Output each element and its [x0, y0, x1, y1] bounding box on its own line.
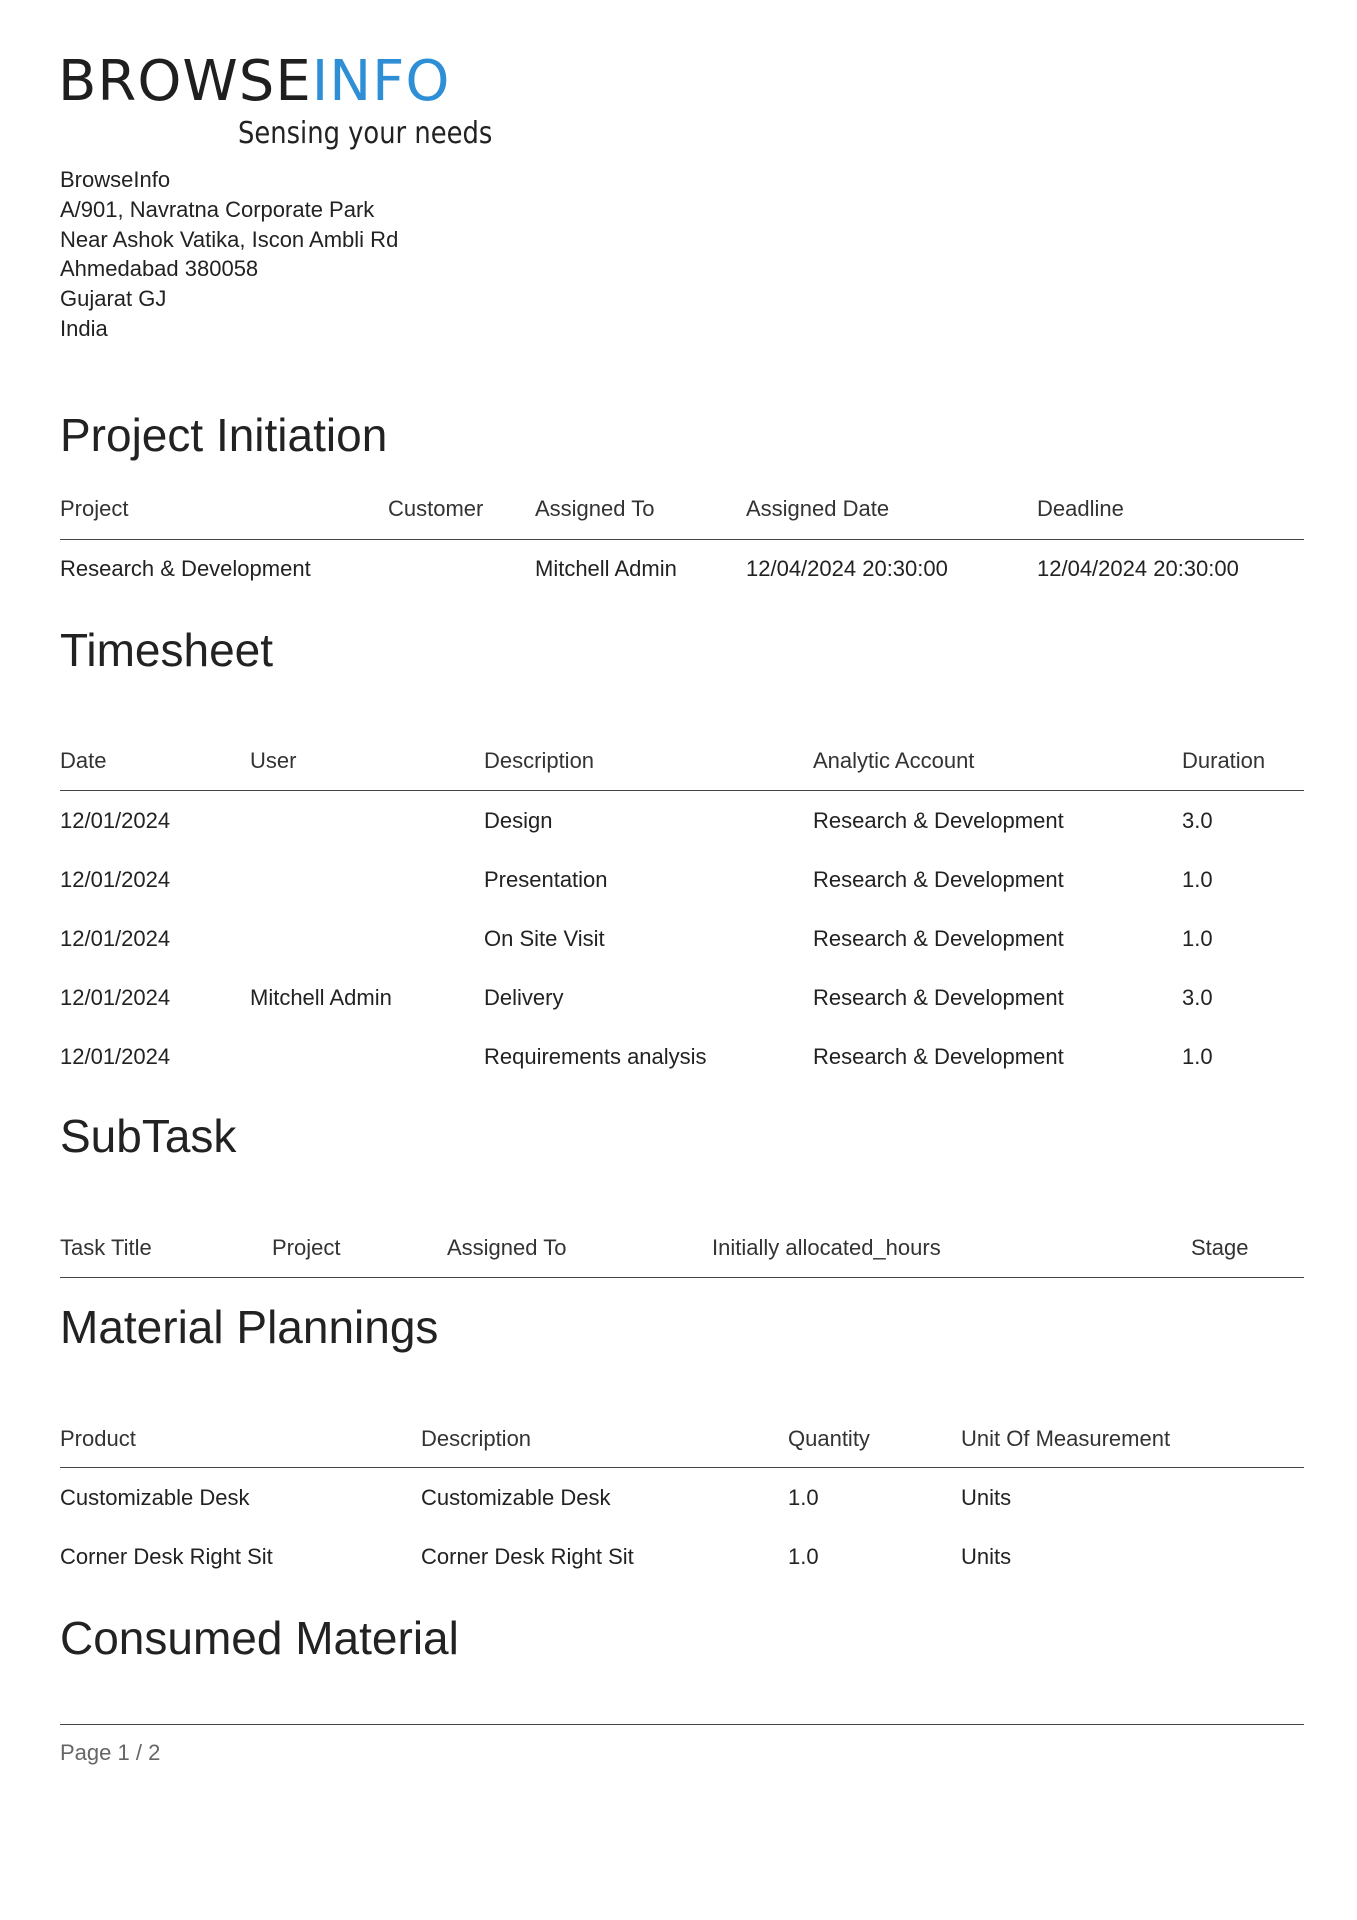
cell-assigned-to: Mitchell Admin	[535, 556, 677, 581]
cell-description: Delivery	[484, 985, 564, 1010]
cell-duration: 3.0	[1182, 808, 1213, 833]
address-line: A/901, Navratna Corporate Park	[60, 196, 375, 222]
table-rule	[60, 539, 1304, 540]
cell-assigned-date: 12/04/2024 20:30:00	[746, 556, 948, 581]
cell-date: 12/01/2024	[60, 808, 171, 833]
table-row	[60, 860, 1304, 900]
col-header-project: Project	[60, 496, 129, 521]
cell-analytic-account: Research & Development	[813, 808, 1064, 833]
page-number: Page 1 / 2	[60, 1740, 161, 1765]
cell-product: Customizable Desk	[60, 1485, 250, 1510]
section-title-consumed: Consumed Material	[60, 1612, 459, 1664]
cell-date: 12/01/2024	[60, 867, 171, 892]
cell-analytic-account: Research & Development	[813, 867, 1064, 892]
company-logo	[58, 49, 493, 160]
table-rule	[60, 1467, 1304, 1468]
footer-rule	[60, 1724, 1304, 1725]
section-title-materials: Material Plannings	[60, 1301, 439, 1353]
address-line: India	[60, 315, 108, 341]
cell-analytic-account: Research & Development	[813, 926, 1064, 951]
table-row	[60, 919, 1304, 959]
address-line: Near Ashok Vatika, Iscon Ambli Rd	[60, 226, 399, 252]
col-header-project: Project	[272, 1235, 341, 1260]
cell-uom: Units	[961, 1544, 1012, 1569]
table-row	[60, 978, 1304, 1018]
cell-description: Requirements analysis	[484, 1044, 707, 1069]
address-line: BrowseInfo	[60, 167, 171, 192]
col-header-deadline: Deadline	[1037, 496, 1124, 521]
initiation-header-row	[60, 489, 1304, 529]
cell-duration: 3.0	[1182, 985, 1213, 1010]
table-row	[60, 1537, 1304, 1577]
table-row	[60, 1037, 1304, 1077]
section-title-subtask: SubTask	[60, 1110, 237, 1162]
cell-analytic-account: Research & Development	[813, 985, 1064, 1010]
cell-duration: 1.0	[1182, 867, 1213, 892]
cell-duration: 1.0	[1182, 926, 1213, 951]
logo-word-blue: INFO	[311, 49, 451, 114]
col-header-description: Description	[484, 748, 595, 773]
col-header-product: Product	[60, 1426, 136, 1451]
cell-analytic-account: Research & Development	[813, 1044, 1064, 1069]
cell-quantity: 1.0	[788, 1544, 819, 1569]
cell-quantity: 1.0	[788, 1485, 819, 1510]
cell-description: Design	[484, 808, 553, 833]
materials-header-row	[60, 1419, 1304, 1459]
table-rule	[60, 1277, 1304, 1278]
table-row	[60, 549, 1304, 589]
col-header-assigned-date: Assigned Date	[746, 496, 890, 521]
col-header-stage: Stage	[1191, 1235, 1249, 1260]
cell-deadline: 12/04/2024 20:30:00	[1037, 556, 1239, 581]
col-header-assigned-to: Assigned To	[535, 496, 655, 521]
logo-word-dark: BROWSE	[58, 49, 312, 114]
col-header-duration: Duration	[1182, 748, 1266, 773]
cell-user: Mitchell Admin	[250, 985, 392, 1010]
col-header-task-title: Task Title	[60, 1235, 152, 1260]
col-header-allocated-hours: Initially allocated_hours	[712, 1235, 941, 1260]
cell-product: Corner Desk Right Sit	[60, 1544, 273, 1569]
subtask-header-row	[60, 1228, 1304, 1268]
cell-description: On Site Visit	[484, 926, 605, 951]
col-header-uom: Unit Of Measurement	[961, 1426, 1171, 1451]
col-header-analytic-account: Analytic Account	[813, 748, 975, 773]
logo-tagline: Sensing your needs	[238, 116, 493, 151]
cell-project: Research & Development	[60, 556, 311, 581]
table-row	[60, 801, 1304, 841]
col-header-customer: Customer	[388, 496, 484, 521]
col-header-quantity: Quantity	[788, 1426, 870, 1451]
cell-description: Presentation	[484, 867, 608, 892]
table-rule	[60, 790, 1304, 791]
company-address	[60, 165, 398, 344]
cell-uom: Units	[961, 1485, 1012, 1510]
cell-duration: 1.0	[1182, 1044, 1213, 1069]
address-line: Gujarat GJ	[60, 286, 167, 312]
section-title-initiation: Project Initiation	[60, 409, 388, 461]
cell-description: Corner Desk Right Sit	[421, 1544, 634, 1569]
col-header-description: Description	[421, 1426, 532, 1451]
col-header-user: User	[250, 748, 297, 773]
cell-date: 12/01/2024	[60, 926, 171, 951]
cell-date: 12/01/2024	[60, 985, 171, 1010]
col-header-date: Date	[60, 748, 107, 773]
cell-date: 12/01/2024	[60, 1044, 171, 1069]
timesheet-header-row	[60, 741, 1304, 781]
cell-description: Customizable Desk	[421, 1485, 611, 1510]
table-row	[60, 1478, 1304, 1518]
logo-wordmark	[58, 50, 450, 114]
address-line: Ahmedabad 380058	[60, 256, 259, 282]
section-title-timesheet: Timesheet	[60, 624, 274, 676]
col-header-assigned-to: Assigned To	[447, 1235, 567, 1260]
